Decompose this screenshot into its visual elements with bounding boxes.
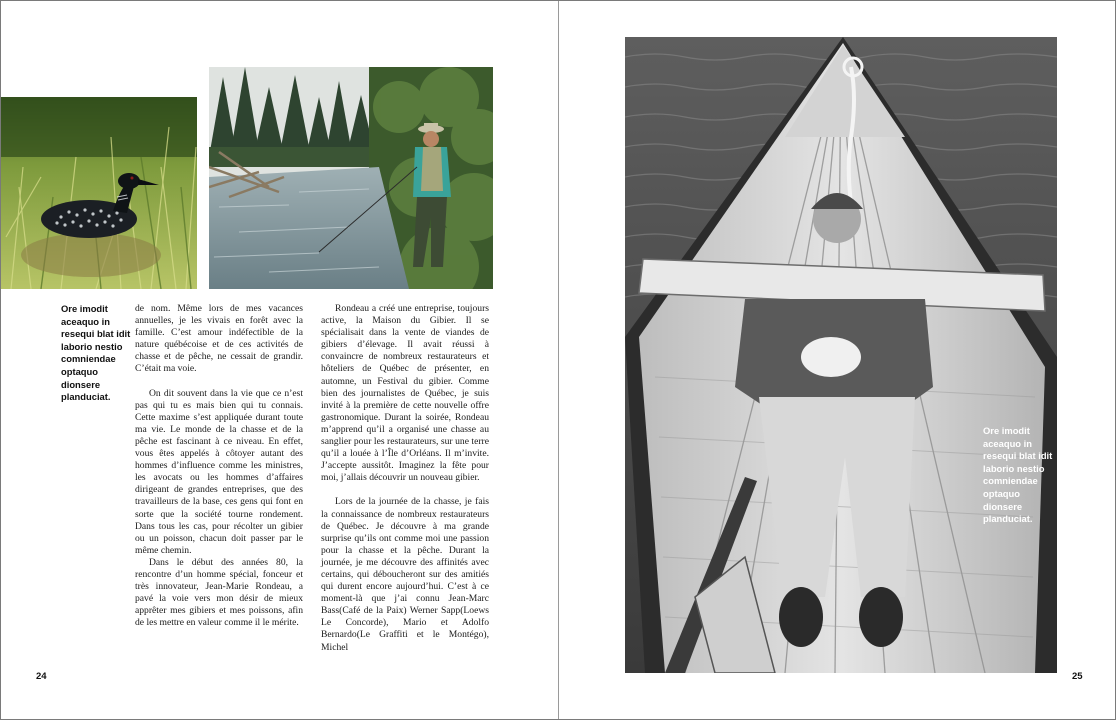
body-column-1: [135, 303, 303, 629]
photo-caption-left: Ore imodit aceaquo in resequi blat idit laborio nestio comniendae optaquo dionsere planduciat.: [61, 303, 131, 403]
loon-photo: [1, 97, 197, 289]
fly-fisherman-photo: [209, 67, 493, 289]
photo-caption-right: Ore imodit aceaquo in resequi blat idit laborio nestio comniendae optaquo dionsere planduciat.: [983, 425, 1053, 525]
paragraph: Dans le début des années 80, la rencontre d’un homme spécial, fonceur et très innovateur, Jean-Marie Rondeau, a pavé la voie vers mon désir de mieux apprêter mes gibiers et mes poissons, afin de les mettre en valeur comme il le mérite.: [135, 556, 303, 629]
body-column-2: [321, 303, 489, 654]
page-number-right: 25: [1072, 671, 1083, 682]
paragraph: On dit souvent dans la vie que ce n’est pas qui tu es mais bien qui tu connais. Cette maxime s’est appliquée durant toute ma vie. Le monde de la chasse et de la pêche est fascinant à ce niveau. En effet, vous êtes appelés à côtoyer autant des hommes d’influence comme les ministres, les avocats ou les hommes d’affaires dirigeant de grandes entreprises, que des travailleurs de la base, ces gens qui font en sorte que la société tourne rondement. Dans tous les cas, pour récolter un gibier ou un poisson, chacun doit passer par le même chemin.: [135, 387, 303, 556]
paragraph: de nom. Même lors de mes vacances annuelles, je les vivais en forêt avec la famille. C’est amour indéfectible de la nature québécoise et de ces activités de chasse et de pêche, ne cessait de grandir. C’était ma voie.: [135, 303, 303, 375]
paragraph: Lors de la journée de la chasse, je fais la connaissance de nombreux restaurateurs de Québec. Je découvre à ma grande surprise qu’ils ont comme moi une passion pour la chasse et la pêche. Durant la journée, je me découvre des affinités avec certains, qui déboucheront sur des amitiés qui durent encore aujourd’hui. C’est à ce moment-là que j’ai connu Jean-Marc Bass(Café de la Paix) Werner Sapp(Loews Le Concorde), Mario et Adolfo Bernardo(Le Graffiti et le Montégo), Michel: [321, 496, 489, 653]
page-gutter: [558, 1, 559, 719]
page-number-left: 24: [36, 671, 47, 682]
man-in-canoe-photo: [625, 37, 1057, 673]
paragraph: Rondeau a créé une entreprise, toujours active, la Maison du Gibier. Il se spécialisait dans la vente de viandes de gibiers d’élevage. Il avait réussi à convaincre de nombreux restaurateurs et hôteliers de Québec de présenter, en automne, un Festival du gibier. Comme bien des journalistes de Québec, je suis invité à la première de cette nouvelle offre gastronomique. Durant la soirée, Rondeau m’apprend qu’il a organisé une chasse au sanglier pour les restaurateurs, sur une terre qu’il a louée à l’Île d’Orléans. Il m’invite. J’accepte aussitôt. Imaginez la fête pour moi, j’allais découvrir un nouveau gibier.: [321, 303, 489, 484]
